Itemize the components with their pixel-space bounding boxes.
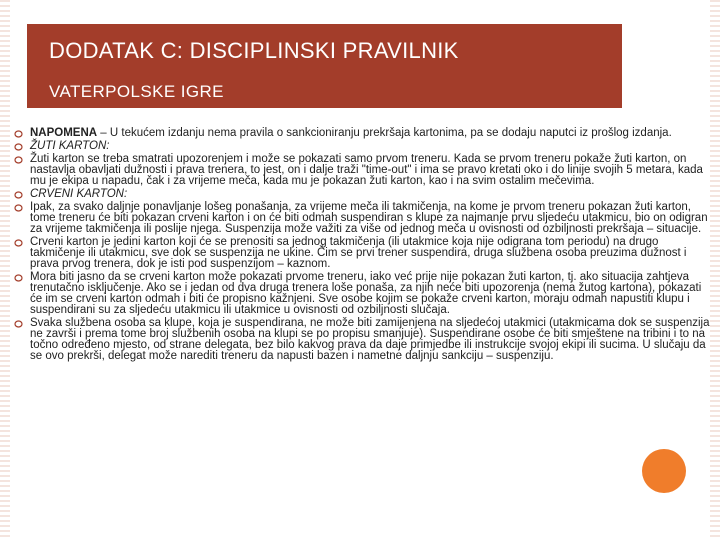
hollow-circle-bullet-icon [14, 143, 24, 151]
list-item [14, 128, 710, 139]
right-decorative-border [710, 0, 720, 540]
list-item [14, 318, 710, 362]
slide-subtitle: VATERPOLSKE IGRE [49, 82, 224, 101]
red-card-heading: CRVENI KARTON: [30, 188, 128, 200]
yellow-card-heading: ŽUTI KARTON: [30, 140, 110, 152]
list-item [14, 202, 710, 235]
note-label: NAPOMENA [30, 127, 98, 139]
hollow-circle-bullet-icon [14, 191, 24, 199]
list-item [14, 237, 710, 270]
immediate-red-card-text: Mora biti jasno da se crveni karton može pokazati prvome treneru, iako već prije nije pokazan žuti karton, tj. ako situacija zahtjeva trenutačno isključenje. Ako se i jedan od dva druga trenera loše ponaša, za njih neće biti upozorenja (nema žutog kartona), pokazati će im se crveni karton odmah i biti će propisno kažnjeni. Sve osobe kojim se pokaže crveni karton, moraju odmah napustiti klupu i suspendirani su za sljedeću utakmicu ili utakmice u ovisnosti od ozbiljnosti slučaja. [30, 271, 702, 316]
red-card-text: Ipak, za svako daljnje ponavljanje lošeg ponašanja, za vrijeme meča ili takmičenja, na kome je prvom treneru pokazan žuti karton, tome treneru će biti pokazan crveni karton i on će biti odmah suspendiran s klupe za najmanje prvu sljedeću utakmicu, bio on odigran za vrijeme takmičenja ili poslije njega. Suspenzija može važiti za više od jednog meča u ovisnosti od ozbiljnosti prekršaja – situacije. [30, 201, 708, 235]
list-item [14, 141, 710, 152]
hollow-circle-bullet-icon [14, 130, 24, 138]
slide-title: DODATAK C: DISCIPLINSKI PRAVILNIK [49, 38, 459, 63]
list-item [14, 189, 710, 200]
list-item [14, 272, 710, 316]
yellow-card-text: Žuti karton se treba smatrati upozorenjem i može se pokazati samo prvom treneru. Kada se prvom treneru pokaže žuti karton, on nastavlja obavljati dužnosti i prava trenera, to jest, on i dalje traži "time-out" i ima se pravo kretati oko i do linije svojih 5 metara, kada mu je ekipa u napadu, čak i za vrijeme meča, kada mu je pokazan žuti karton, kao i na svim ostalim mečevima. [30, 153, 703, 187]
hollow-circle-bullet-icon [14, 204, 24, 212]
list-item [14, 154, 710, 187]
title-banner [27, 24, 622, 108]
hollow-circle-bullet-icon [14, 156, 24, 164]
note-text: – U tekućem izdanju nema pravila o sankcioniranju prekršaja kartonima, pa se dodaju naputci iz prošlog izdanja. [97, 127, 672, 139]
left-decorative-border [0, 0, 10, 540]
red-card-transfer-text: Crveni karton je jedini karton koji će se prenositi sa jednog takmičenja (ili utakmice koja nije odigrana tom periodu) na drugo takmičenje ili utakmicu, sve dok se suspenzija ne ukine. Čim se prvi trener suspendira, druga službena osoba preuzima dužnost i prava prvog trenera, dok je isti pod suspenzijom – kaznom. [30, 236, 687, 270]
hollow-circle-bullet-icon [14, 239, 24, 247]
suspended-official-text: Svaka službena osoba sa klupe, koja je suspendirana, ne može biti zamijenjena na sljedećoj utakmici (utakmicama dok se suspenzija ne završi i prema tome broj službenih osoba na klupi se po propisu smanjuje). Suspendirane osobe će biti smještene na tribini i to na točno određeno mjesto, od strane delegata, bez bilo kakvog prava da daje primjedbe ili instrukcije svojoj ekipi ili sucima. U slučaju da se ovo prekrši, delegat može narediti treneru da napusti bazen i nametne daljnju sankciju – suspenziju. [30, 317, 710, 362]
bullet-list [14, 128, 710, 364]
hollow-circle-bullet-icon [14, 274, 24, 282]
hollow-circle-bullet-icon [14, 320, 24, 328]
orange-circle-decoration [642, 449, 686, 493]
